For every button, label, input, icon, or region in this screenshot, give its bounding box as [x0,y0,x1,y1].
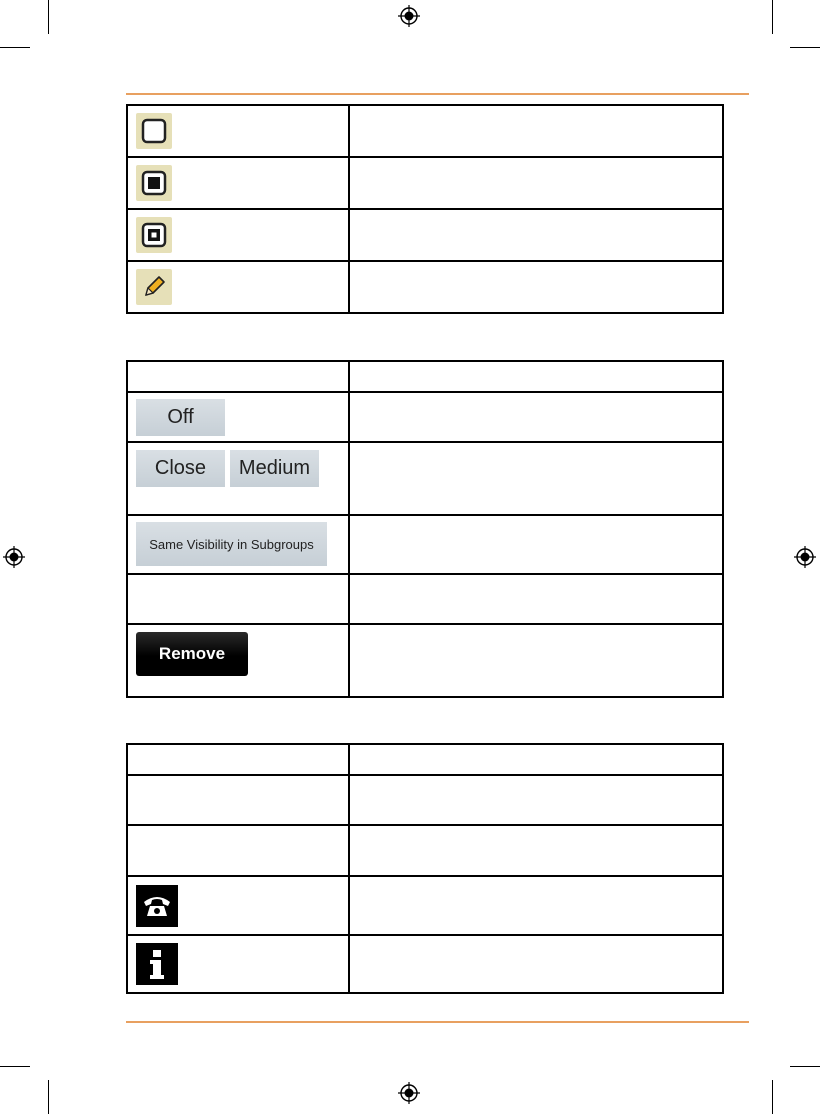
description-cell [349,157,723,209]
header-cell [349,361,723,392]
description-cell [349,825,723,876]
button-cell [127,624,349,697]
crop-mark [772,0,773,34]
description-cell [349,876,723,935]
button-cell [127,574,349,624]
button-cell [127,442,349,515]
medium-button[interactable]: Medium [230,450,319,487]
icon-cell [127,825,349,876]
footer-rule [126,1021,749,1023]
crop-mark [790,1066,820,1067]
icon-cell [127,775,349,825]
registration-mark-icon [794,546,816,568]
icon-cell [127,209,349,261]
header-cell [349,744,723,775]
phone-icon [136,885,178,927]
registration-mark-icon [398,5,420,27]
icon-cell [127,157,349,209]
description-cell [349,624,723,697]
same-visibility-button[interactable]: Same Visibility in Subgroups [136,522,327,566]
icon-cell [127,105,349,157]
header-rule [126,93,749,95]
description-cell [349,442,723,515]
crop-mark [48,1080,49,1114]
crop-mark [772,1080,773,1114]
icon-table-2 [126,743,724,994]
crop-mark [0,47,30,48]
description-cell [349,105,723,157]
crop-mark [790,47,820,48]
description-cell [349,515,723,574]
off-button[interactable]: Off [136,399,225,436]
icon-cell [127,261,349,313]
button-cell [127,392,349,442]
description-cell [349,209,723,261]
crop-mark [0,1066,30,1067]
remove-button[interactable]: Remove [136,632,248,676]
filled-checkbox-icon [136,165,172,201]
registration-mark-icon [398,1082,420,1104]
info-icon [136,943,178,985]
crop-mark [48,0,49,34]
header-cell [127,361,349,392]
button-cell [127,515,349,574]
empty-checkbox-icon [136,113,172,149]
description-cell [349,261,723,313]
pencil-icon [136,269,172,305]
description-cell [349,392,723,442]
description-cell [349,574,723,624]
description-cell [349,935,723,993]
icon-cell [127,876,349,935]
registration-mark-icon [3,546,25,568]
button-table [126,360,724,698]
partial-checkbox-icon [136,217,172,253]
header-cell [127,744,349,775]
icon-cell [127,935,349,993]
description-cell [349,775,723,825]
icon-table-1 [126,104,724,314]
close-button[interactable]: Close [136,450,225,487]
